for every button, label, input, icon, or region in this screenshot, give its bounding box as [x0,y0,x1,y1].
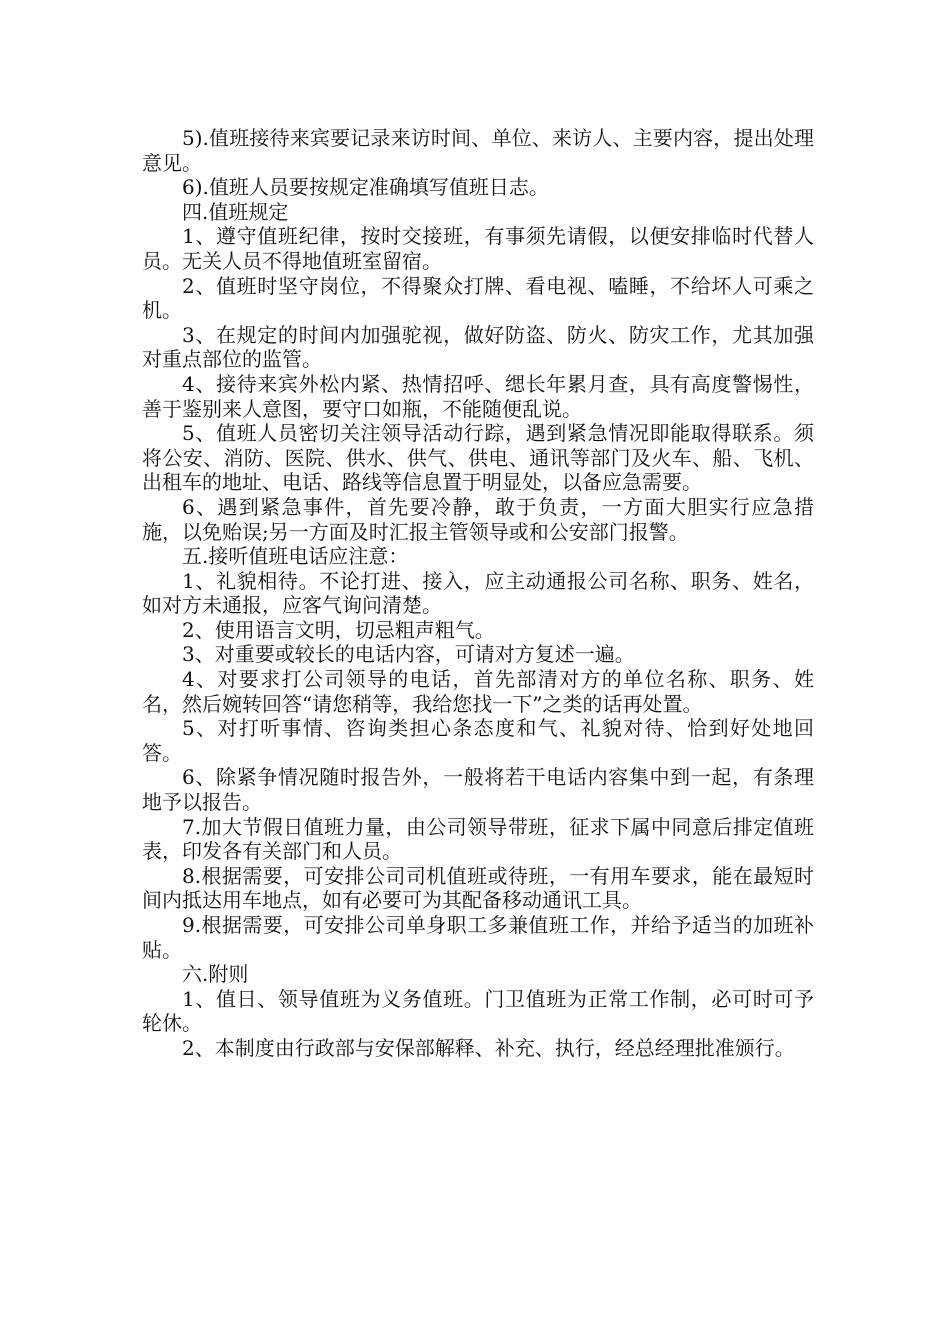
paragraph-reception-record: 5).值班接待来宾要记录来访时间、单位、来访人、主要内容，提出处理意见。 [142,126,814,175]
paragraph-phone-1: 1、礼貌相待。不论打进、接入，应主动通报公司名称、职务、姓名，如对方未通报，应客气询问清楚。 [142,568,814,618]
paragraph-item-8: 8.根据需要，可安排公司司机值班或待班，一有用车要求，能在最短时间内抵达用车地点，如有必要可为其配备移动通讯工具。 [142,863,814,913]
paragraph-rule-6: 6、遇到紧急事件，首先要冷静，敢于负责，一方面大胆实行应急措施，以免贻误;另一方面及时汇报主管领导或和公安部门报警。 [142,494,814,544]
paragraph-item-9: 9.根据需要，可安排公司单身职工多兼值班工作，并给予适当的加班补贴。 [142,913,814,962]
paragraph-item-7: 7.加大节假日值班力量，由公司领导带班，征求下属中同意后排定值班表，印发各有关部门和人员。 [142,814,814,864]
section-heading-phone: 五.接听值班电话应注意： [182,544,409,569]
paragraph-phone-3: 3、对重要或较长的电话内容，可请对方复述一遍。 [182,642,635,667]
paragraph-phone-2: 2、使用语言文明，切忌粗声粗气。 [182,617,495,642]
paragraph-appendix-1: 1、值日、领导值班为义务值班。门卫值班为正常工作制，必可时可予轮休。 [142,986,814,1036]
paragraph-phone-4: 4、对要求打公司领导的电话，首先部清对方的单位名称、职务、姓名，然后婉转回答“请您稍等，我给您找一下”之类的话再处置。 [142,667,814,716]
section-heading-appendix: 六.附则 [182,962,249,987]
paragraph-rule-4: 4、接待来宾外松内紧、热情招呼、缌长年累月查，具有高度警惕性，善于鉴别来人意图，要守口如瓶，不能随便乱说。 [142,371,814,421]
paragraph-rule-2: 2、值班时坚守岗位，不得聚众打牌、看电视、嗑睡，不给坏人可乘之机。 [142,273,814,323]
paragraph-appendix-2: 2、本制度由行政部与安保部解释、补充、执行，经总经理批准颁行。 [182,1035,795,1060]
paragraph-rule-1: 1、遵守值班纪律，按时交接班，有事须先请假，以便安排临时代替人员。无关人员不得地值班室留宿。 [142,224,814,273]
paragraph-rule-3: 3、在规定的时间内加强驼视，做好防盗、防火、防灾工作，尤其加强对重点部位的监管。 [142,322,814,372]
paragraph-phone-6: 6、除紧争情况随时报告外，一般将若干电话内容集中到一起，有条理地予以报告。 [142,765,814,815]
paragraph-phone-5: 5、对打听事情、咨询类担心条态度和气、礼貌对待、恰到好处地回答。 [142,716,814,765]
document-page [142,126,814,1061]
paragraph-rule-5: 5、值班人员密切关注领导活动行踪，遇到紧急情况即能取得联系。须将公安、消防、医院、供水、供气、供电、通讯等部门及火车、船、飞机、出租车的地址、电话、路线等信息置于明显处，以备应急需要。 [142,421,814,495]
paragraph-duty-log: 6).值班人员要按规定准确填写值班日志。 [182,175,549,200]
section-heading-duty-rules: 四.值班规定 [182,199,289,224]
